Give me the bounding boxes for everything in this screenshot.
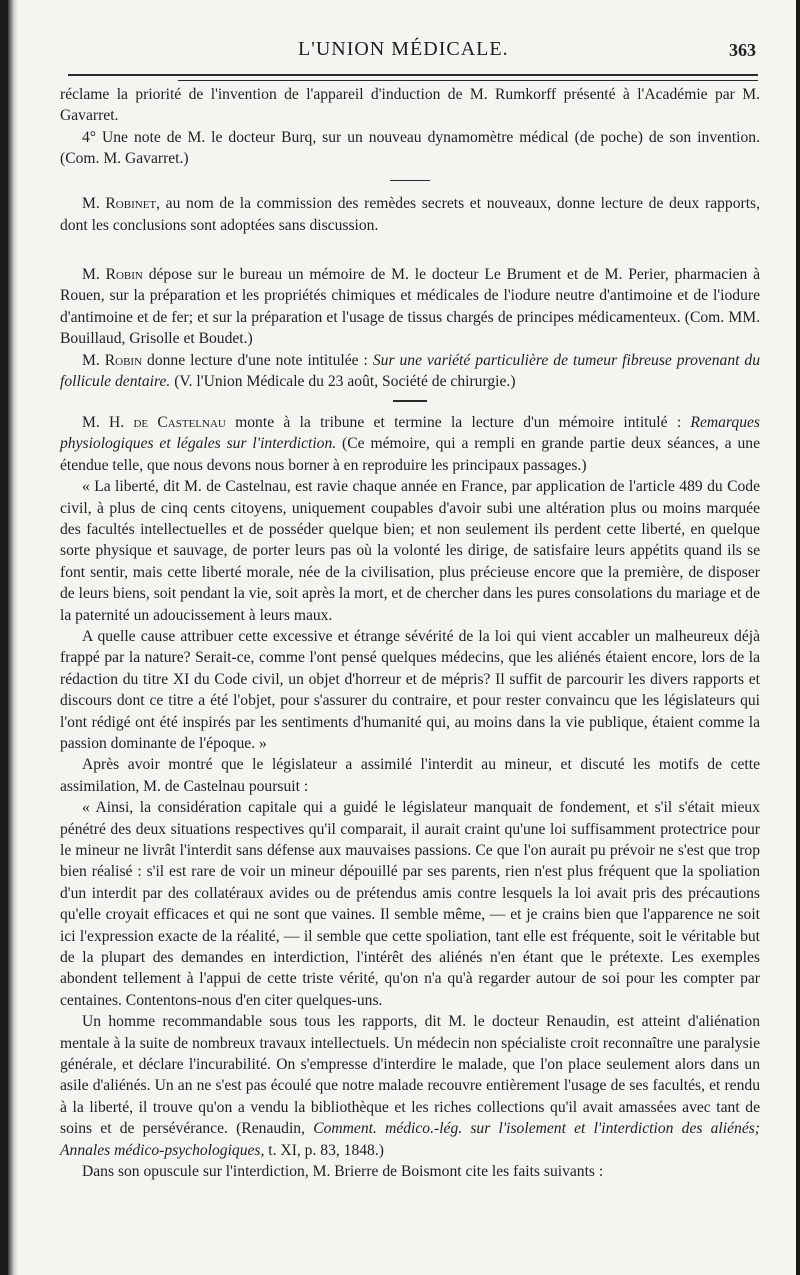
- speaker-name: M. Robinet: [82, 195, 157, 213]
- note-title: Sur une variété particulière de tumeur fibreuse provenant du follicule dentaire.: [60, 351, 761, 390]
- speaker-name: M. Robin: [82, 351, 143, 369]
- paragraph-9: Après avoir montré que le législateur a assimilé l'interdit au mineur, et discuté les motifs de cette assimilation, M. de Castelnau poursuit :: [60, 756, 760, 795]
- book-spine-shadow: [8, 0, 18, 1275]
- article-body: [60, 84, 760, 1183]
- paragraph-11: Un homme recommandable sous tous les rapports, dit M. le docteur Renaudin, est atteint d'aliénation mentale à la suite de nombreux travaux intellectuels. Un médecin non spécialiste croit reconnaître une paralysie générale, et déclare l'incurabilité. On s'empresse d'interdire le malade, que l'on place seulement alors dans un asile d'aliénés. Un an ne s'est pas écoulé que notre malade recouvre entièrement l'usage de ses facultés, et rendu à la liberté, il trouve qu'on a vendu la bibliothèque et les riches collections qu'il avait amassées avec tant de soins et de persévérance. (Renaudin, Comment. médico.-lég. sur l'isolement et l'interdiction des aliénés; Annales médico-psychologiques, t. XI, p. 83, 1848.): [60, 1013, 760, 1159]
- paragraph-12: Dans son opuscule sur l'interdiction, M. Brierre de Boismont cite les faits suivants :: [82, 1163, 604, 1181]
- running-header: L'UNION MÉDICALE.: [298, 38, 509, 60]
- paragraph-6: M. H. de Castelnau monte à la tribune et termine la lecture d'un mémoire intitulé : Remarques physiologiques et légales sur l'interdiction. (Ce mémoire, qui a rempli en grande partie deux séances, a une étendue telle, que nous devons nous borner à en reproduire les principaux passages.): [60, 413, 760, 474]
- journal-page: [8, 0, 796, 1275]
- citation-title: Comment. médico.-lég. sur l'isolement et l'interdiction des aliénés; Annales médico-psychologiques,: [60, 1120, 760, 1159]
- header-rule-thin: [178, 80, 758, 81]
- paragraph-8: A quelle cause attribuer cette excessive et étrange sévérité de la loi qui vient accabler un malheureux déjà frappé par la nature? Serait-ce, comme l'ont pensé quelques médecins, que les aliénés étaient encore, lors de la rédaction du titre XI du Code civil, un objet d'horreur et de mépris? Il suffit de parcourir les divers rapports et discours dont ce titre a été l'objet, pour s'assurer du contraire, et pour rester convaincu que les législateurs qui l'ont rédigé ont été inspirés par les sentiments d'humanité qui, au moins dans la vie publique, étaient comme la passion dominante de l'époque. »: [60, 627, 760, 752]
- paragraph-4: M. Robin dépose sur le bureau un mémoire de M. le docteur Le Brument et de M. Perier, pharmacien à Rouen, sur la préparation et les propriétés chimiques et médicales de l'iodure neutre d'antimoine et de l'iodure d'antimoine et de fer; et sur la préparation et l'usage de tissus chargés de principes médicamenteux. (Com. MM. Bouillaud, Grisolle et Boudet.): [60, 265, 760, 348]
- page-number: 363: [729, 40, 756, 60]
- paragraph-3: M. Robinet, au nom de la commission des remèdes secrets et nouveaux, donne lecture de deux rapports, dont les conclusions sont adoptées sans discussion.: [60, 195, 761, 234]
- paragraph-1: réclame la priorité de l'invention de l'appareil d'induction de M. Rumkorff présenté à l'Académie par M. Gavarret.: [60, 86, 760, 125]
- paragraph-2: 4° Une note de M. le docteur Burq, sur un nouveau dynamomètre médical (de poche) de son invention. (Com. M. Gavarret.): [60, 128, 760, 168]
- section-separator: [393, 400, 427, 402]
- section-separator: [390, 180, 430, 182]
- speaker-name: M. Robin: [82, 265, 143, 283]
- paragraph-5: M. Robin donne lecture d'une note intitulée : Sur une variété particulière de tumeur fibreuse provenant du follicule dentaire. (V. l'Union Médicale du 23 août, Société de chirurgie.): [60, 351, 761, 390]
- header-rule: [68, 74, 758, 76]
- speaker-name: M. H. de Castelnau: [82, 413, 226, 431]
- paragraph-10: « Ainsi, la considération capitale qui a guidé le législateur manquait de fondement, et s'il s'était mieux pénétré des deux situations respectives qu'il comparait, il aurait craint qu'une loi suffisamment protectrice pour le mineur ne livrât l'interdit sans défense aux mauvaises passions. Ce que l'on aurait pu prévoir ne s'est que trop bien réalisé : s'il est rare de voir un mineur dépouillé par ses parents, rien n'est plus fréquent que la spoliation d'un interdit par des collatéraux avides ou de prétendus amis contre lesquels la loi avait pris des précautions qu'elle croyait efficaces et qui ne sont que vaines. Il semble même, — et je crains bien que l'apparence ne soit ici l'expression exacte de la réalité, — il semble que cette spoliation, tant elle est fréquente, soit le véritable but de la plupart des demandes en interdiction, l'intérêt des aliénés n'en étant que le prétexte. Les exemples abondent tellement à l'appui de cette triste vérité, qu'on n'a qu'à regarder autour de soi pour les compter par centaines. Contentons-nous d'en citer quelques-uns.: [60, 799, 760, 1009]
- memoir-title: Remarques physiologiques et légales sur l'interdiction.: [60, 413, 760, 453]
- paragraph-7: « La liberté, dit M. de Castelnau, est ravie chaque année en France, par application de l'article 489 du Code civil, à plus de cinq cents citoyens, uniquement coupables d'avoir subi une altération plus ou moins marquée des facultés intellectuelles et de posséder quelque bien; et non seulement ils perdent cette liberté, en quelque sorte physique et sauvage, de porter leurs pas où la volonté les dirige, de satisfaire leurs appétits quand ils se font sentir, mais cette liberté morale, née de la civilisation, plus précieuse encore que la première, de disposer de leurs biens, soit pendant la vie, soit après la mort, et de chercher dans les pures consolations du mariage et de la paternité un adoucissement à leurs maux.: [60, 478, 760, 624]
- spacer: [60, 236, 760, 250]
- spacer: [60, 250, 760, 264]
